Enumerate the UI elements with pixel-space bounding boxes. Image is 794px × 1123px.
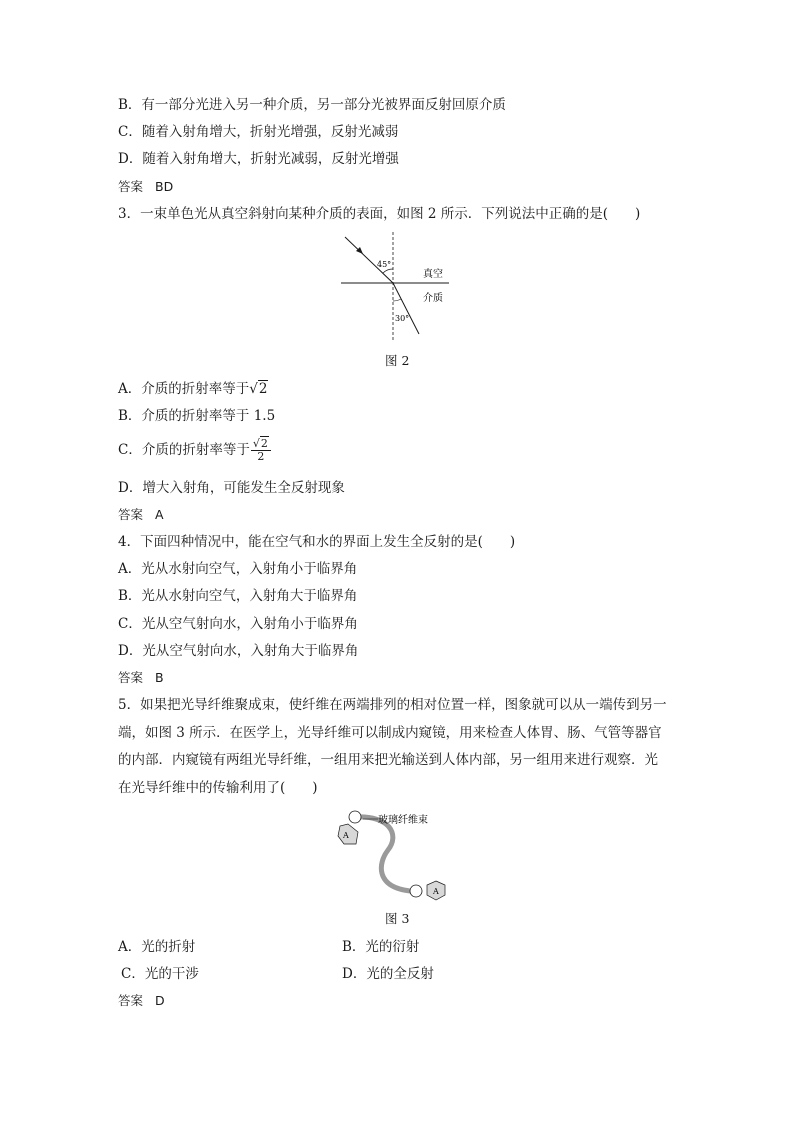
fiber-end-top [349,811,361,823]
hex-label-right: A [433,887,439,896]
refraction-figure [335,232,455,340]
fraction-denominator: 2 [257,450,265,463]
sqrt-expression: √2 [249,381,268,397]
q2-option-c: C．随着入射角增大，折射光增强，反射光减弱 [118,124,399,140]
answer-label: 答案 [118,670,144,685]
fiber-label: 玻璃纤维束 [378,815,428,826]
q5-option-c: C．光的干涉 [121,966,199,982]
answer-value: B [155,670,164,685]
answer-value: D [155,993,165,1008]
q3-option-a [118,379,268,399]
option-text: A．介质的折射率等于 [118,381,250,397]
q5-stem-line-2: 端，如图 3 所示．在医学上，光导纤维可以制成内窥镜，用来检查人体胃、肠、气管等器官 [118,725,662,741]
fraction-numerator: 2 [260,437,268,450]
angle-refract-label: 30° [395,314,410,323]
q5-option-d: D．光的全反射 [342,966,434,982]
answer-label: 答案 [118,507,144,522]
answer-value: A [155,507,164,522]
radicand: 2 [258,381,268,397]
answer-label: 答案 [118,179,144,194]
q5-stem-line-4: 在光导纤维中的传输利用了( ) [118,780,318,796]
q4-option-a: A．光从水射向空气，入射角小于临界角 [118,561,358,577]
q5-stem-line-1: 5．如果把光导纤维聚成束，使纤维在两端排列的相对位置一样，图象就可以从一端传到另一 [118,697,667,713]
q2-option-d: D．随着入射角增大，折射光减弱，反射光增强 [118,151,399,167]
q5-stem-line-3: 的内部．内窥镜有两组光导纤维，一组用来把光输送到人体内部，另一组用来进行观察．光 [118,752,658,768]
q4-answer [118,668,164,688]
q2-option-b: B．有一部分光进入另一种介质，另一部分光被界面反射回原介质 [118,97,506,113]
fiber-bundle [355,817,410,891]
q2-answer [118,177,173,197]
q4-stem: 4．下面四种情况中，能在空气和水的界面上发生全反射的是( ) [118,534,516,550]
vacuum-label: 真空 [423,269,443,280]
q3-option-b: B．介质的折射率等于 1.5 [118,408,276,424]
q3-option-d: D．增大入射角，可能发生全反射现象 [118,480,345,496]
q3-stem: 3．一束单色光从真空斜射向某种介质的表面，如图 2 所示．下列说法中正确的是( ) [118,206,641,222]
refracted-ray [393,283,419,334]
figure-2-caption: 图 2 [385,353,410,368]
q4-option-b: B．光从水射向空气，入射角大于临界角 [118,588,358,604]
q5-option-a: A．光的折射 [118,939,196,955]
answer-label: 答案 [118,993,144,1008]
answer-value: BD [155,179,174,194]
angle-incident-label: 45° [377,260,392,269]
q3-option-c [118,438,271,463]
q3-answer [118,505,164,525]
fiber-end-bottom [410,885,422,897]
q5-answer [118,991,165,1011]
fiber-bundle-figure [330,805,490,905]
figure-3-caption: 图 3 [385,911,410,926]
q4-option-d: D．光从空气射向水，入射角大于临界角 [118,643,359,659]
hex-label-left: A [343,831,349,840]
fraction: $\frac{√2}{2}$ [251,438,271,463]
option-text: C．介质的折射率等于 [118,442,250,458]
q5-option-b: B．光的衍射 [342,939,420,955]
medium-label: 介质 [423,293,443,304]
q4-option-c: C．光从空气射向水，入射角小于临界角 [118,616,358,632]
